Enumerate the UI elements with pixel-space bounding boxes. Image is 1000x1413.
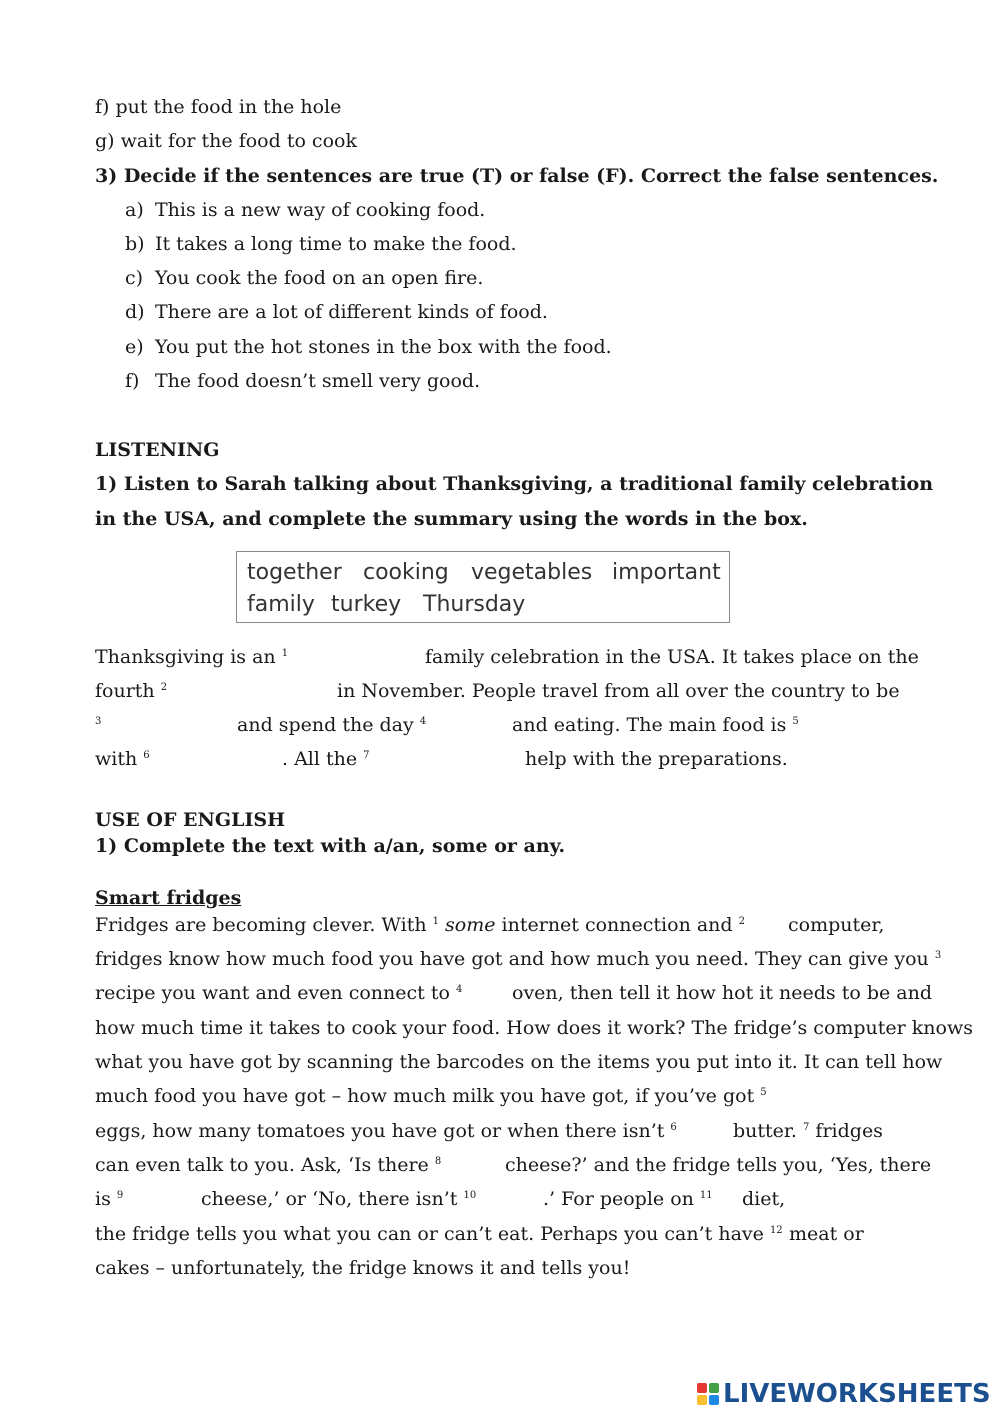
gap-number: 6: [143, 750, 150, 761]
gap-number: 4: [419, 716, 427, 727]
q3-item-text: You cook the food on an open fire.: [155, 267, 484, 289]
gap-number: 1: [432, 916, 439, 927]
summary-line-1: Thanksgiving is an $^1$: [95, 646, 289, 668]
para-line-9b: cheese,’ or ‘No, there isn’t $^{10}$: [201, 1188, 477, 1210]
q3-item-text: It takes a long time to make the food.: [155, 233, 517, 255]
text-title: Smart fridges: [95, 887, 242, 909]
q3-item-text: The food doesn’t smell very good.: [155, 370, 481, 392]
para-line-9d: diet,: [742, 1188, 786, 1210]
summary-line-2b: in November. People travel from all over the country to be: [337, 680, 900, 702]
listening-instruction-1: 1) Listen to Sarah talking about Thanksgiving, a traditional family celebration: [95, 473, 934, 495]
para-line-4: how much time it takes to cook your food. How does it work? The fridge’s computer knows: [95, 1017, 973, 1039]
step-f: f) put the food in the hole: [95, 96, 342, 118]
summary-line-3b: and eating. The main food is $^5$: [512, 714, 799, 736]
para-line-11: cakes – unfortunately, the fridge knows it and tells you!: [95, 1257, 631, 1279]
gap-number: 5: [792, 716, 799, 727]
summary-line-3a: and spend the day $^4$: [237, 714, 427, 736]
para-line-3b: oven, then tell it how hot it needs to be and: [512, 982, 932, 1004]
word-cooking: cooking: [363, 560, 449, 585]
example-answer: some: [445, 914, 496, 936]
q3-heading: 3) Decide if the sentences are true (T) or false (F). Correct the false sentences.: [95, 165, 939, 187]
q3-item-text: This is a new way of cooking food.: [155, 199, 486, 221]
word-thursday: Thursday: [423, 592, 526, 617]
q3-item-letter: b): [125, 233, 145, 255]
gap-number: 11: [699, 1190, 713, 1201]
para-line-3a: recipe you want and even connect to $^4$: [95, 982, 463, 1004]
gap-number: 9: [116, 1190, 124, 1201]
summary-gap-3: [95, 713, 101, 737]
gap-number: 1: [281, 648, 289, 659]
para-line-7a: eggs, how many tomatoes you have got or when there isn’t $^6$: [95, 1120, 677, 1142]
logo-mark-icon: [697, 1383, 719, 1405]
logo-text: LIVEWORKSHEETS: [723, 1379, 991, 1409]
use-of-english-title: USE OF ENGLISH: [95, 809, 286, 831]
q3-item-letter: d): [125, 301, 145, 323]
q3-item-letter: a): [125, 199, 144, 221]
word-turkey: turkey: [331, 592, 402, 617]
gap-number: 2: [160, 682, 168, 693]
para-line-7b: butter. $^7$ fridges: [733, 1120, 883, 1142]
gap-number: 3: [95, 716, 102, 727]
step-g: g) wait for the food to cook: [95, 130, 357, 152]
liveworksheets-logo: [697, 1378, 991, 1410]
logo-square-icon: [697, 1383, 707, 1393]
logo-square-icon: [709, 1395, 719, 1405]
para-line-2: fridges know how much food you have got and how much you need. They can give you $^3$: [95, 948, 942, 970]
word-family: family: [247, 592, 315, 617]
para-line-8b: cheese?’ and the fridge tells you, ‘Yes, there: [505, 1154, 932, 1176]
listening-instruction-2: in the USA, and complete the summary using the words in the box.: [95, 508, 808, 530]
summary-line-2: fourth $^2$: [95, 680, 168, 702]
gap-number: 3: [934, 950, 942, 961]
summary-line-4c: help with the preparations.: [525, 748, 788, 770]
word-together: together: [247, 560, 342, 585]
gap-number: 10: [463, 1190, 477, 1201]
logo-square-icon: [697, 1395, 707, 1405]
gap-number: 7: [803, 1122, 810, 1133]
word-important: important: [612, 560, 721, 585]
para-line-10b: meat or: [789, 1223, 864, 1245]
gap-number: 7: [363, 750, 370, 761]
summary-line-4b: . All the $^7$: [282, 748, 370, 770]
gap-number: 2: [738, 916, 745, 927]
para-line-9c: .’ For people on $^{11}$: [543, 1188, 713, 1210]
word-vegetables: vegetables: [471, 560, 593, 585]
para-line-5: what you have got by scanning the barcodes on the items you put into it. It can tell how: [95, 1051, 943, 1073]
summary-line-1b: family celebration in the USA. It takes place on the: [425, 646, 919, 668]
gap-number: 4: [455, 984, 463, 995]
summary-line-4a: with $^6$: [95, 748, 150, 770]
q3-item-letter: f): [125, 370, 140, 392]
q3-item-letter: e): [125, 336, 144, 358]
use-of-english-instruction: 1) Complete the text with a/an, some or any.: [95, 835, 566, 857]
gap-number: 6: [670, 1122, 677, 1133]
gap-number: 12: [769, 1225, 783, 1236]
q3-item-letter: c): [125, 267, 144, 289]
gap-number: 5: [760, 1087, 767, 1098]
para-line-1a: Fridges are becoming clever. With $^1$ some internet connection and $^2$: [95, 914, 745, 936]
para-line-9a: is $^9$: [95, 1188, 124, 1210]
para-line-8a: can even talk to you. Ask, ‘Is there $^8$: [95, 1154, 442, 1176]
logo-square-icon: [709, 1383, 719, 1393]
listening-title: LISTENING: [95, 439, 220, 461]
gap-number: 8: [434, 1156, 442, 1167]
para-line-1c: computer,: [788, 914, 885, 936]
para-line-6: much food you have got – how much milk you have got, if you’ve got $^5$: [95, 1085, 767, 1107]
word-box: [236, 551, 730, 623]
q3-item-text: You put the hot stones in the box with the food.: [155, 336, 612, 358]
q3-item-text: There are a lot of different kinds of food.: [155, 301, 548, 323]
para-line-10a: the fridge tells you what you can or can’t eat. Perhaps you can’t have $^{12}$: [95, 1223, 783, 1245]
